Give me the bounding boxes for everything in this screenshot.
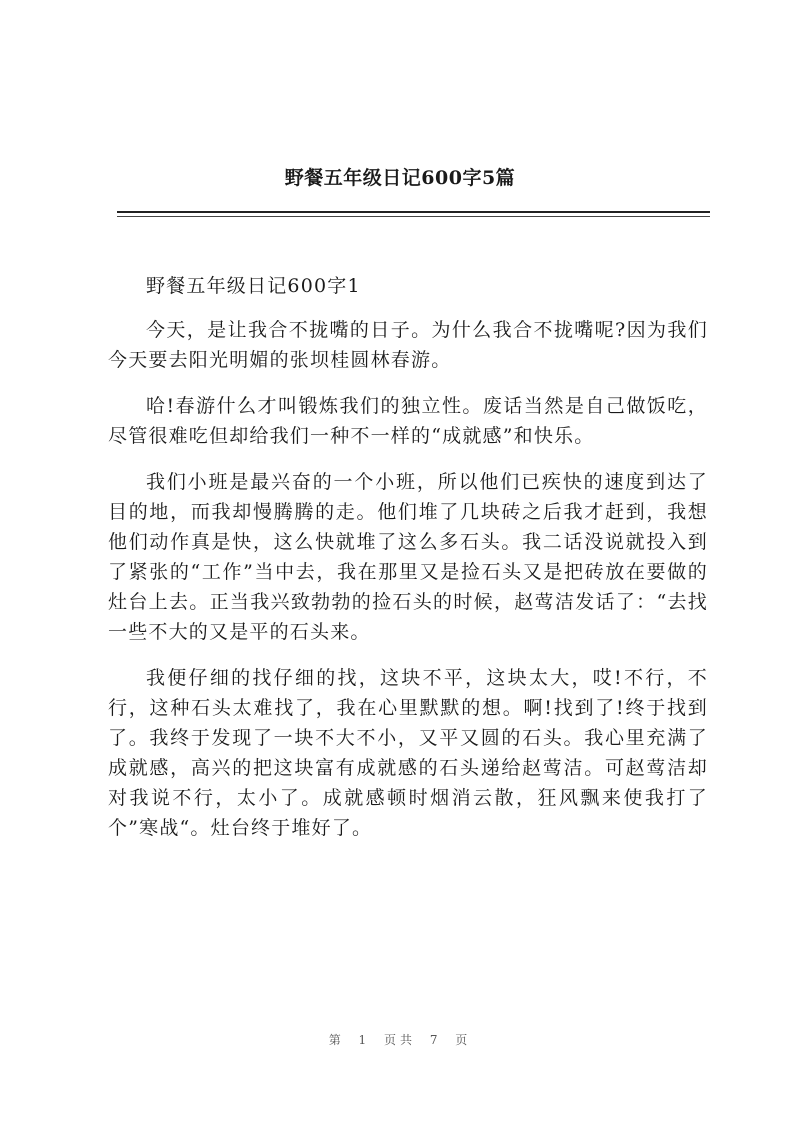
paragraph: 我们小班是最兴奋的一个小班，所以他们已疾快的速度到达了目的地，而我却慢腾腾的走。他们堆了几块砖之后我才赶到，我想他们动作真是快，这么快就堆了这么多石头。我二话没说就投入到了紧张的“工作”当中去，我在那里又是捡石头又是把砖放在要做的灶台上去。正当我兴致勃勃的捡石头的时候，赵莺洁发话了：“去找一些不大的又是平的石头来。 bbox=[108, 471, 708, 643]
page-title: 野餐五年级日记600字5篇 bbox=[284, 167, 516, 189]
page-footer: 第 1 页共 7 页 bbox=[328, 1033, 472, 1047]
document-body bbox=[108, 271, 708, 859]
paragraph: 哈!春游什么才叫锻炼我们的独立性。废话当然是自己做饭吃，尽管很难吃但却给我们一种不一样的“成就感”和快乐。 bbox=[108, 395, 708, 447]
title-divider bbox=[117, 211, 710, 213]
section-heading: 野餐五年级日记600字1 bbox=[146, 275, 361, 297]
paragraph: 我便仔细的找仔细的找，这块不平，这块太大，哎!不行，不行，这种石头太难找了，我在心里默默的想。啊!找到了!终于找到了。我终于发现了一块不大不小，又平又圆的石头。我心里充满了成就感，高兴的把这块富有成就感的石头递给赵莺洁。可赵莺洁却对我说不行，太小了。成就感顿时烟消云散，狂风飘来使我打了个”寒战“。灶台终于堆好了。 bbox=[108, 667, 708, 839]
paragraph: 今天，是让我合不拢嘴的日子。为什么我合不拢嘴呢?因为我们今天要去阳光明媚的张坝桂圆林春游。 bbox=[108, 319, 708, 371]
title-divider-thin bbox=[117, 216, 710, 217]
